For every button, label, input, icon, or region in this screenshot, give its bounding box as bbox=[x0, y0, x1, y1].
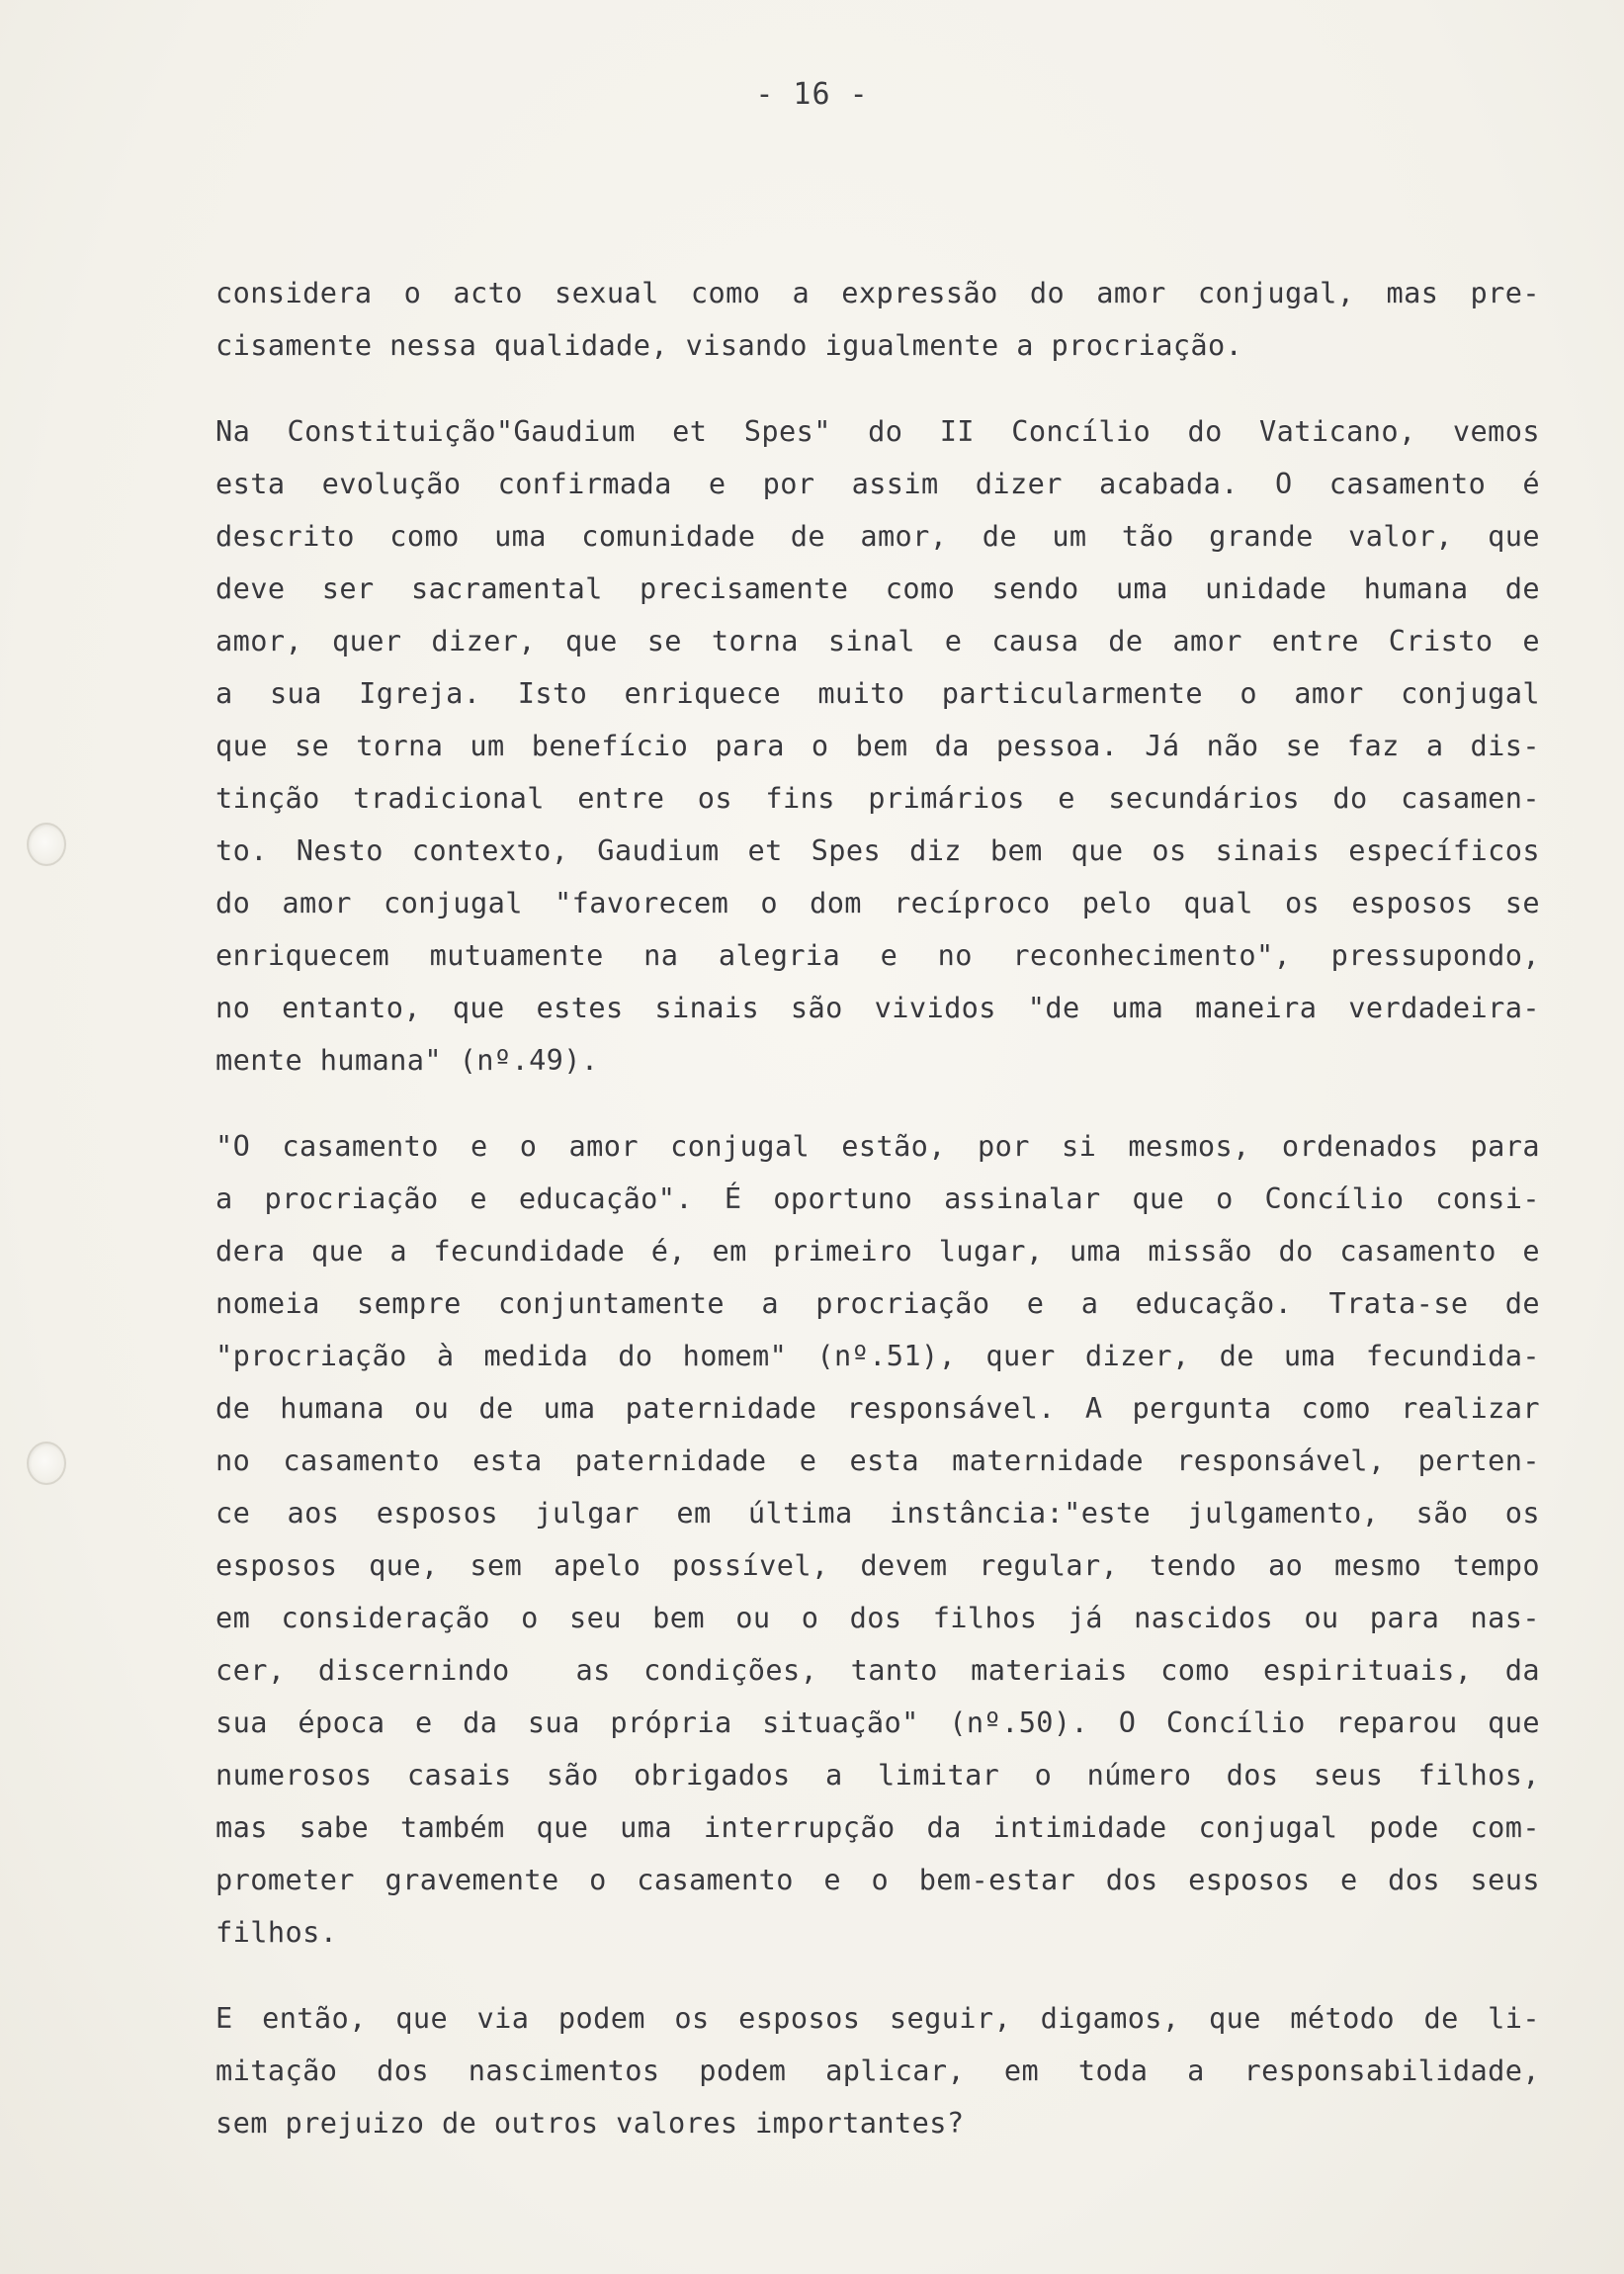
text-line: mas sabe também que uma interrupção da intimidade conjugal pode com- bbox=[215, 1810, 1540, 1844]
text-line: mitação dos nascimentos podem aplicar, em toda a responsabilidade, bbox=[215, 2054, 1540, 2087]
text-line: prometer gravemente o casamento e o bem-estar dos esposos e dos seus bbox=[215, 1863, 1540, 1896]
text-line: a procriação e educação". É oportuno assinalar que o Concílio consi- bbox=[215, 1181, 1540, 1215]
paragraph-4 bbox=[215, 1992, 1540, 2149]
text-line: to. Nesto contexto, Gaudium et Spes diz bem que os sinais específicos bbox=[215, 833, 1540, 867]
text-line: amor, quer dizer, que se torna sinal e causa de amor entre Cristo e bbox=[215, 624, 1540, 657]
text-line: esposos que, sem apelo possível, devem regular, tendo ao mesmo tempo bbox=[215, 1548, 1540, 1582]
text-line: enriquecem mutuamente na alegria e no reconhecimento", pressupondo, bbox=[215, 938, 1540, 972]
text-line: sua época e da sua própria situação" (nº.50). O Concílio reparou que bbox=[215, 1706, 1540, 1739]
text-line: mente humana" (nº.49). bbox=[215, 1043, 599, 1077]
text-line: deve ser sacramental precisamente como sendo uma unidade humana de bbox=[215, 571, 1540, 605]
body-text bbox=[215, 267, 1540, 2183]
text-line: descrito como uma comunidade de amor, de um tão grande valor, que bbox=[215, 519, 1540, 553]
punch-hole-lower bbox=[27, 1442, 66, 1485]
text-line: de humana ou de uma paternidade responsável. A pergunta como realizar bbox=[215, 1391, 1540, 1425]
punch-hole-upper bbox=[27, 823, 66, 866]
text-line: que se torna um benefício para o bem da pessoa. Já não se faz a dis- bbox=[215, 729, 1540, 762]
text-line: tinção tradicional entre os fins primários e secundários do casamen- bbox=[215, 781, 1540, 815]
text-line: ce aos esposos julgar em última instância:"este julgamento, são os bbox=[215, 1496, 1540, 1530]
text-line: sem prejuizo de outros valores importantes? bbox=[215, 2106, 965, 2140]
text-line: no casamento esta paternidade e esta maternidade responsável, perten- bbox=[215, 1443, 1540, 1477]
text-line: filhos. bbox=[215, 1915, 338, 1949]
text-line: nomeia sempre conjuntamente a procriação e a educação. Trata-se de bbox=[215, 1286, 1540, 1320]
paragraph-3 bbox=[215, 1120, 1540, 1959]
text-line: cer, discernindo as condições, tanto materiais como espirituais, da bbox=[215, 1653, 1540, 1687]
text-line: em consideração o seu bem ou o dos filhos já nascidos ou para nas- bbox=[215, 1601, 1540, 1634]
text-line: cisamente nessa qualidade, visando igualmente a procriação. bbox=[215, 328, 1243, 362]
text-line: esta evolução confirmada e por assim dizer acabada. O casamento é bbox=[215, 467, 1540, 500]
text-line: Na Constituição"Gaudium et Spes" do II Concílio do Vaticano, vemos bbox=[215, 414, 1540, 448]
text-line: "procriação à medida do homem" (nº.51), quer dizer, de uma fecundida- bbox=[215, 1339, 1540, 1372]
text-line: a sua Igreja. Isto enriquece muito particularmente o amor conjugal bbox=[215, 676, 1540, 710]
text-line: no entanto, que estes sinais são vividos "de uma maneira verdadeira- bbox=[215, 991, 1540, 1024]
text-line: "O casamento e o amor conjugal estão, por si mesmos, ordenados para bbox=[215, 1129, 1540, 1163]
paragraph-2 bbox=[215, 405, 1540, 1087]
text-line: numerosos casais são obrigados a limitar o número dos seus filhos, bbox=[215, 1758, 1540, 1792]
page-number: - 16 - bbox=[755, 77, 869, 112]
text-line: considera o acto sexual como a expressão do amor conjugal, mas pre- bbox=[215, 276, 1540, 309]
paragraph-1 bbox=[215, 267, 1540, 372]
text-line: dera que a fecundidade é, em primeiro lugar, uma missão do casamento e bbox=[215, 1234, 1540, 1268]
text-line: do amor conjugal "favorecem o dom recíproco pelo qual os esposos se bbox=[215, 886, 1540, 919]
text-line: E então, que via podem os esposos seguir, digamos, que método de li- bbox=[215, 2001, 1540, 2035]
